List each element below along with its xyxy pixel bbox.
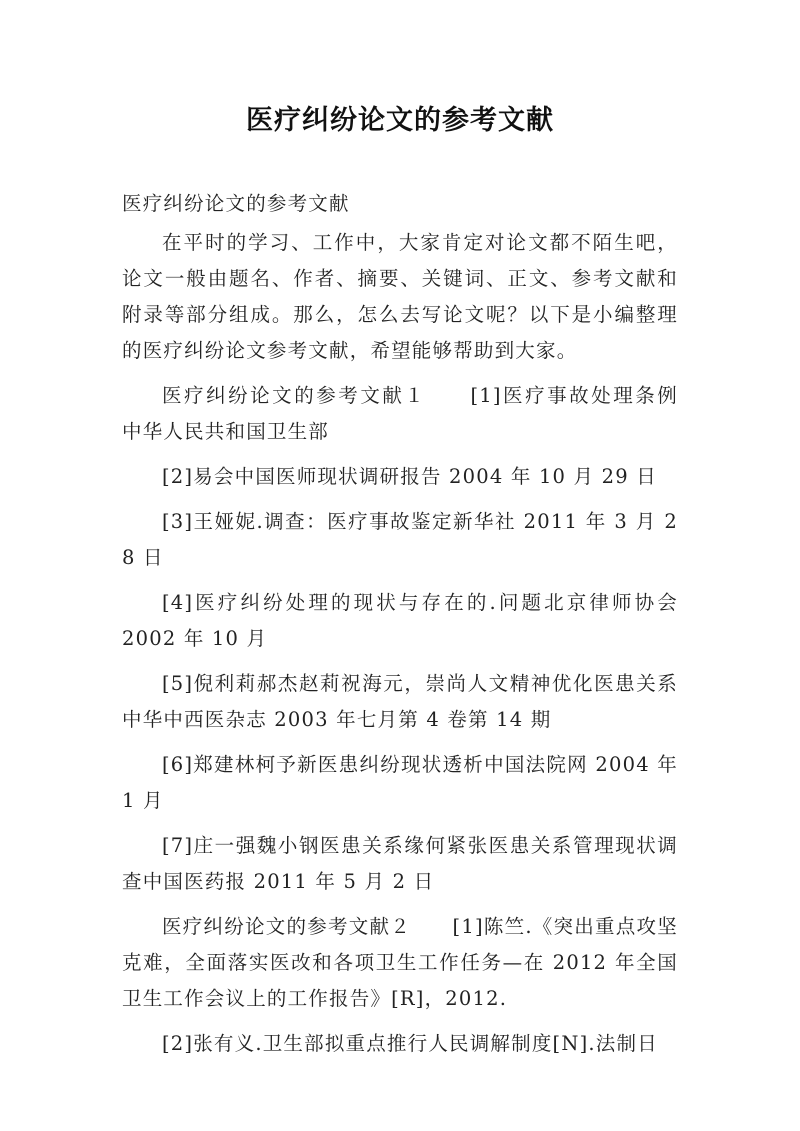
reference-section-1: 医疗纠纷论文的参考文献１ [1]医疗事故处理条例 中华人民共和国卫生部: [122, 384, 699, 443]
document-title: 医疗纠纷论文的参考文献: [246, 105, 554, 136]
document-body: [122, 186, 699, 1071]
intro-heading: 医疗纠纷论文的参考文献: [122, 192, 350, 215]
reference-item: [3]王娅妮.调查：医疗事故鉴定新华社 2011 年 3 月 2 8 日: [122, 510, 699, 569]
reference-item: [4]医疗纠纷处理的现状与存在的.问题北京律师协会 2002 年 10 月: [122, 591, 678, 650]
reference-item: [7]庄一强魏小钢医患关系缘何紧张医患关系管理现状调查中国医药报 2011 年 5 月 2 日: [122, 834, 678, 893]
reference-item: [5]倪利莉郝杰赵莉祝海元，崇尚人文精神优化医患关系中华中西医杂志 2003 年七月第 4 卷第 14 期: [122, 672, 678, 731]
reference-item: [2]张有义.卫生部拟重点推行人民调解制度[N].法制日: [162, 1032, 658, 1055]
intro-paragraph: 在平时的学习、工作中，大家肯定对论文都不陌生吧，论文一般由题名、作者、摘要、关键词、正文、参考文献和附录等部分组成。那么，怎么去写论文呢？以下是小编整理的医疗纠纷论文参考文献，希望能够帮助到大家。: [122, 231, 678, 362]
reference-item: [6]郑建林柯予新医患纠纷现状透析中国法院网 2004 年 1 月: [122, 753, 678, 812]
reference-section-2: 医疗纠纷论文的参考文献２ [1]陈竺.《突出重点攻坚克难，全面落实医改和各项卫生工作任务—在 2012 年全国卫生工作会议上的工作报告》[R]，2012.: [122, 915, 678, 1010]
reference-item: [2]易会中国医师现状调研报告 2004 年 10 月 29 日: [162, 465, 657, 488]
